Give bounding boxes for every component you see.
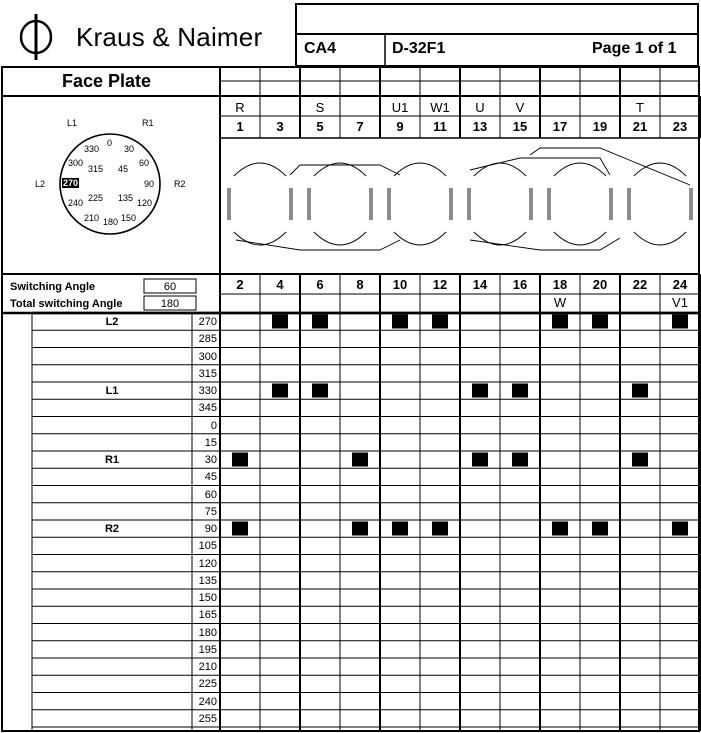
contact-top-number: 7 bbox=[356, 119, 364, 134]
page-indicator: Page 1 of 1 bbox=[592, 40, 677, 57]
row-angle-value: 135 bbox=[198, 574, 217, 587]
row-angle-value: 165 bbox=[198, 609, 217, 622]
contact-bar bbox=[628, 188, 630, 220]
contact-bar bbox=[290, 188, 292, 220]
dial-label-r1: R1 bbox=[142, 118, 154, 128]
switching-angle-label: Switching Angle bbox=[10, 281, 96, 293]
closed-contact-mark bbox=[312, 384, 328, 398]
contact-bottom-label: V1 bbox=[672, 295, 688, 310]
row-angle-value: 300 bbox=[198, 350, 217, 363]
dial-angle-300: 300 bbox=[68, 158, 84, 168]
row-angle-value: 60 bbox=[204, 488, 217, 501]
contact-bar bbox=[610, 188, 612, 220]
cross-wire bbox=[290, 165, 400, 175]
row-angle-value: 180 bbox=[198, 626, 217, 639]
closed-contact-mark bbox=[432, 315, 448, 329]
contact-bottom-number: 24 bbox=[672, 277, 688, 292]
contact-bottom-number: 22 bbox=[632, 277, 648, 292]
closed-contact-mark bbox=[472, 453, 488, 467]
contact-arc bbox=[314, 232, 366, 245]
contact-bottom-number: 2 bbox=[236, 277, 244, 292]
contact-bottom-number: 14 bbox=[472, 277, 488, 292]
contact-arc bbox=[234, 163, 286, 176]
series-code: CA4 bbox=[304, 40, 337, 57]
contact-top-label: U1 bbox=[391, 100, 409, 115]
drawing-number: D-32F1 bbox=[392, 40, 446, 57]
dial-angle-120: 120 bbox=[137, 198, 153, 208]
closed-contact-mark bbox=[352, 453, 368, 467]
dial-angle-0: 0 bbox=[107, 138, 113, 148]
closed-contact-mark bbox=[552, 522, 568, 536]
cross-wire bbox=[530, 148, 690, 185]
contact-top-number: 9 bbox=[396, 119, 404, 134]
row-angle-value: 315 bbox=[198, 367, 217, 380]
closed-contact-mark bbox=[272, 384, 288, 398]
contact-top-number: 3 bbox=[276, 119, 284, 134]
row-angle-value: 90 bbox=[204, 523, 217, 535]
closed-contact-mark bbox=[352, 522, 368, 536]
row-position-label: L1 bbox=[105, 385, 119, 397]
row-position-label: R1 bbox=[104, 454, 120, 466]
contact-bottom-number: 20 bbox=[592, 277, 608, 292]
cross-wire bbox=[470, 158, 610, 175]
contact-bar bbox=[468, 188, 470, 220]
contact-arc bbox=[394, 163, 446, 176]
total-switching-angle-value: 180 bbox=[160, 298, 180, 310]
contact-bar bbox=[450, 188, 452, 220]
closed-contact-mark bbox=[392, 315, 408, 329]
contact-arc bbox=[554, 163, 606, 176]
phi-logo-icon bbox=[18, 10, 78, 60]
row-position-label: L2 bbox=[105, 316, 119, 328]
row-angle-value: 30 bbox=[204, 454, 217, 466]
contact-bar bbox=[370, 188, 372, 220]
row-angle-value: 75 bbox=[204, 505, 217, 518]
closed-contact-mark bbox=[512, 384, 528, 398]
row-angle-value: 240 bbox=[198, 695, 217, 708]
total-switching-angle-label: Total switching Angle bbox=[10, 298, 123, 310]
contact-arc bbox=[394, 232, 446, 245]
dial-angle-45: 45 bbox=[118, 164, 129, 174]
contact-top-number: 11 bbox=[433, 119, 447, 134]
row-angle-value: 195 bbox=[198, 643, 217, 656]
row-angle-value: 0 bbox=[210, 419, 217, 432]
contact-top-number: 5 bbox=[316, 119, 324, 134]
row-angle-value: 105 bbox=[198, 540, 217, 553]
closed-contact-mark bbox=[632, 384, 648, 398]
row-angle-value: 330 bbox=[198, 385, 217, 397]
contact-bottom-number: 12 bbox=[432, 277, 448, 292]
contact-top-number: 17 bbox=[552, 119, 568, 134]
closed-contact-mark bbox=[512, 453, 528, 467]
contact-arc bbox=[634, 232, 686, 245]
contact-arc bbox=[554, 232, 606, 245]
contact-top-number: 19 bbox=[592, 119, 608, 134]
closed-contact-mark bbox=[552, 315, 568, 329]
contact-top-label: V bbox=[515, 100, 525, 115]
contact-bottom-number: 8 bbox=[356, 277, 364, 292]
dial-angle-240: 240 bbox=[68, 198, 84, 208]
contact-bottom-number: 6 bbox=[316, 277, 324, 292]
contact-top-number: 15 bbox=[512, 119, 528, 134]
row-angle-value: 255 bbox=[198, 712, 217, 725]
closed-contact-mark bbox=[232, 453, 248, 467]
brand-name: Kraus & Naimer bbox=[76, 22, 263, 52]
dial-angle-90: 90 bbox=[144, 179, 155, 189]
row-angle-value: 15 bbox=[204, 436, 217, 449]
row-angle-value: 225 bbox=[198, 678, 217, 691]
closed-contact-mark bbox=[672, 522, 688, 536]
closed-contact-mark bbox=[592, 315, 608, 329]
closed-contact-mark bbox=[312, 315, 328, 329]
row-position-label: R2 bbox=[104, 523, 120, 535]
dial-angle-30: 30 bbox=[124, 144, 135, 154]
dial-label-l2: L2 bbox=[35, 179, 46, 189]
closed-contact-mark bbox=[632, 453, 648, 467]
dial-angle-210: 210 bbox=[84, 213, 100, 223]
contact-bar bbox=[308, 188, 310, 220]
dial-angle-60: 60 bbox=[139, 158, 150, 168]
switching-angle-value: 60 bbox=[163, 281, 177, 293]
row-angle-value: 150 bbox=[198, 592, 217, 604]
contact-top-label: U bbox=[475, 100, 485, 115]
contact-bottom-number: 16 bbox=[512, 277, 528, 292]
dial-angle-135: 135 bbox=[118, 193, 134, 203]
dial-label-r2: R2 bbox=[174, 179, 186, 189]
contact-bar bbox=[388, 188, 390, 220]
closed-contact-mark bbox=[592, 522, 608, 536]
row-angle-value: 270 bbox=[198, 316, 217, 328]
closed-contact-mark bbox=[432, 522, 448, 536]
contact-arc bbox=[474, 163, 526, 176]
contact-bar bbox=[228, 188, 230, 220]
contact-top-label: S bbox=[315, 100, 325, 115]
contact-top-number: 21 bbox=[632, 119, 648, 134]
contact-bar bbox=[530, 188, 532, 220]
dial-angle-315: 315 bbox=[88, 164, 104, 174]
contact-bar bbox=[548, 188, 550, 220]
contact-top-label: R bbox=[235, 100, 245, 115]
contact-top-label: W1 bbox=[430, 100, 450, 115]
closed-contact-mark bbox=[672, 315, 688, 329]
contact-arc bbox=[234, 232, 286, 245]
row-angle-value: 120 bbox=[198, 557, 217, 570]
contact-arc bbox=[474, 232, 526, 245]
dial-angle-330: 330 bbox=[84, 144, 100, 154]
dial-angle-270-highlighted: 270 bbox=[63, 178, 79, 188]
face-plate-dial bbox=[4, 100, 218, 270]
contact-top-number: 13 bbox=[472, 119, 488, 134]
row-angle-value: 210 bbox=[198, 661, 217, 673]
closed-contact-mark bbox=[392, 522, 408, 536]
dial-angle-225: 225 bbox=[88, 193, 104, 203]
contact-schematic bbox=[228, 148, 692, 250]
row-angle-value: 285 bbox=[198, 333, 217, 346]
contact-bottom-number: 4 bbox=[276, 277, 284, 292]
face-plate-title: Face Plate bbox=[62, 71, 152, 91]
row-angle-value: 45 bbox=[204, 471, 217, 484]
dial-angle-180: 180 bbox=[103, 217, 119, 227]
closed-contact-mark bbox=[472, 384, 488, 398]
header-top-box-frame bbox=[296, 4, 698, 34]
contact-top-label: T bbox=[636, 100, 644, 115]
closed-contact-mark bbox=[272, 315, 288, 329]
contact-bottom-number: 10 bbox=[392, 277, 408, 292]
dial-angle-150: 150 bbox=[121, 213, 137, 223]
dial-label-l1: L1 bbox=[67, 118, 78, 128]
contact-bottom-number: 18 bbox=[552, 277, 568, 292]
contact-top-number: 1 bbox=[236, 119, 244, 134]
contact-top-number: 23 bbox=[672, 119, 688, 134]
contact-bar bbox=[690, 188, 692, 220]
contact-bottom-label: W bbox=[553, 295, 567, 310]
row-angle-value: 345 bbox=[198, 402, 217, 415]
closed-contact-mark bbox=[232, 522, 248, 536]
